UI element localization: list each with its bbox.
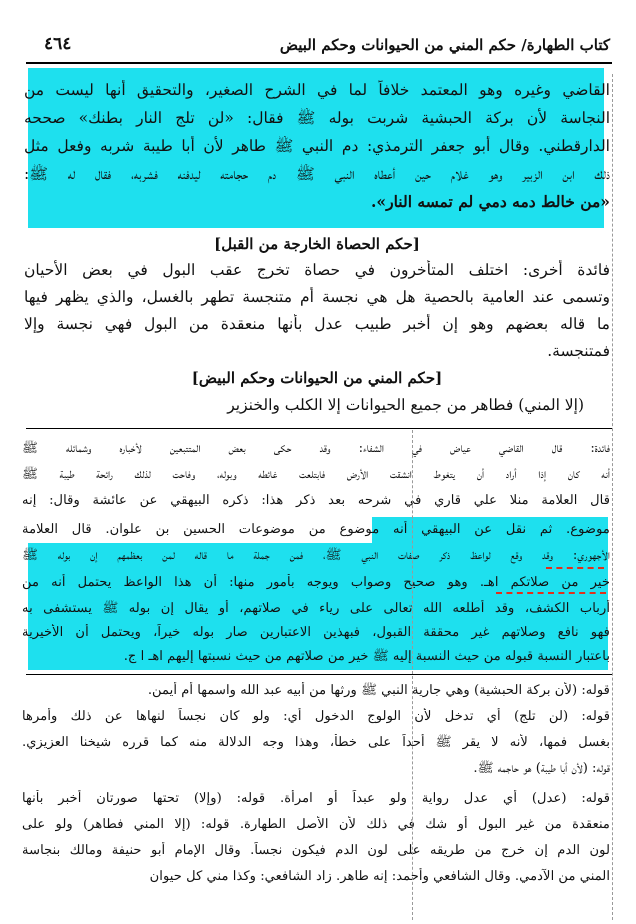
commentary-line: منعقدة من غير البول أو شك في ذلك لأن الأصل الطهارة. قوله: (إلا المني فطاهر) ولو على [22, 817, 610, 832]
commentary-line: قوله: (لن تلج) أي تدخل لأن الولوج الدخول أي: ولو كان نجساً لنهاها عن ذلك وأمرها [22, 709, 610, 724]
footnote-line: الأجهوري: وقد وقع لواعظ ذكر صفات النبي ﷺ، فمن جملة ما قاله لمن بعظمهم إن بوله ﷺ [22, 548, 610, 563]
commentary-line: المني من الآدمي. وقال الشافعي وأحمد: إنه طاهر. زاد الشافعي: وكذا مني كل حيوان [149, 869, 610, 884]
body-line: وتسمى عند العامية بالحصية هل هي نجسة أم متنجسة تطهر بالغسل، والذي يظهر فيها [24, 288, 610, 306]
footnote-line: أنه كان إذا أراد أن يتغوط انشقت الأرض فابتلعت غائطه وبوله، وفاحت لذلك رائحة طيبة ﷺ [22, 467, 610, 482]
commentary-rule [26, 674, 612, 675]
commentary-line: قوله: (لأن بركة الحبشية) وهي جارية النبي ﷺ ورثها من أبيه عبد الله واسمها أم أيمن. [147, 683, 610, 698]
body-line: القاضي وغيره وهو المعتمد خلافاً لما في الشرح الصغير، والتحقيق أنها ليست من [24, 81, 610, 99]
footnote-line: باعتبار النسبة قبوله من حيث النسبة إليه ﷺ خير من صلاتهم من حيث نسبتها إليهم اهـ ا ج. [123, 649, 610, 664]
commentary-line: بغسل فمها، لأنه لا يقر ﷺ أحداً على خطأ، وهذا وجه الدلالة منه كما قرره شيخنا العزيزي. [22, 735, 610, 750]
commentary-line: لون الدم إن خرج من طريقه على لون الدم فيكون نجساً. وقال الإمام أبو حنيفة ومالك بنجاسة [22, 843, 610, 858]
scan-mark [612, 74, 613, 920]
annotation-underline [496, 592, 606, 594]
commentary-line: قوله: (لأن أبا طيبة) هو حاجمه ﷺ. [473, 761, 610, 776]
footnote-line: فهو نافع وصلاتهم غير محققة القبول، فبهذين الاعتبارين صار بوله خيراً، ويحتمل أن الأخيرية [22, 625, 610, 640]
body-line: ذلك ابن الزبير وهو غلام حين أعطاه النبي ﷺ دم حجامته ليدفنه فشربه، فقال له ﷺ: [24, 165, 610, 183]
body-line: ما قاله بعضهم وهو إن أخبر طبيب عدل بأنها منعقدة من البول فهي نجسة وإلا [24, 315, 610, 333]
body-line: فمتنجسة. [547, 342, 610, 360]
body-line: «من خالط دمه دمي لم تمسه النار». [371, 192, 610, 211]
footnote-rule [26, 428, 612, 429]
matn-line: (إلا المني) فطاهر من جميع الحيوانات إلا الكلب والخنزير [227, 396, 584, 414]
body-line: فائدة أخرى: اختلف المتأخرون في حصاة تخرج عقب البول في بعض الأحيان [24, 261, 610, 279]
scan-mark [412, 430, 413, 920]
footnote-line: قال العلامة منلا علي قاري في شرحه بعد ذكر هذا: ذكره البيهقي عن عائشة وقال: إنه [22, 493, 610, 508]
footnote-line: فائدة: قال القاضي عياض في الشفاء: وقد حكى بعض المتتبعين لأخباره وشمائله ﷺ [22, 441, 610, 456]
body-line: النجاسة لأن بركة الحبشية شربت بوله ﷺ فقال: «لن تلج النار بطنك» صححه [24, 109, 610, 127]
running-title: كتاب الطهارة/ حكم المني من الحيوانات وحكم البيض [279, 36, 610, 54]
header-rule [26, 62, 612, 64]
section-heading: [حكم الحصاة الخارجة من القبل] [214, 235, 420, 253]
commentary-line: قوله: (عدل) أي عدل رواية ولو عبداً أو امرأة. قوله: (وإلا) تحتها صورتان أخبر بأنها [22, 791, 610, 806]
page-number: ٤٦٤ [44, 34, 72, 54]
body-line: الدارقطني. وقال أبو جعفر الترمذي: دم النبي ﷺ طاهر لأن أبا طيبة شربه وفعل مثل [24, 137, 610, 155]
annotation-underline [546, 567, 604, 569]
footnote-line: خير من صلاتكم اهـ. وهو صحيح وصواب ويوجه بأمور منها: أن هذا الواعظ يحتمل أنه من [22, 575, 610, 590]
footnote-line: موضوع. ثم نقل عن البيهقي أنه موضوع من موضوعات الحسين بن علوان. قال العلامة [22, 522, 610, 537]
footnote-line: أرباب الكشف، وقد أطلعه الله تعالى على رياء في صلاتهم، أو يقال إن بوله ﷺ يستشفى به [22, 601, 610, 616]
section-heading: [حكم المني من الحيوانات وحكم البيض] [191, 369, 443, 387]
